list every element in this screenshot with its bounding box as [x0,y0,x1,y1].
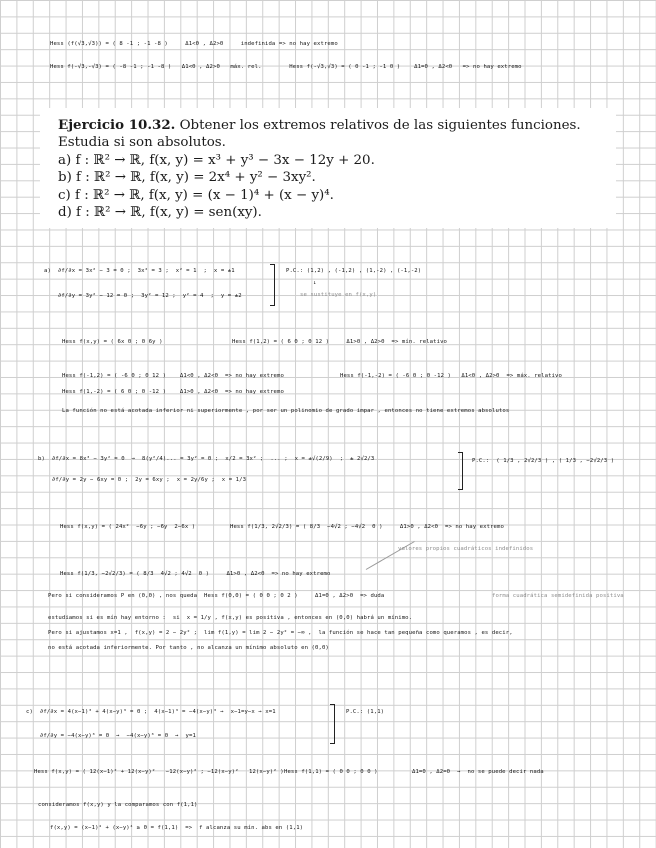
part-b-hessian-point-2: Hess f(1/3, −2√2/3) = ( 8/3 4√2 ; 4√2 0 ) Δ1>0 , Δ2<0 => no hay extremo [60,571,331,577]
part-b-partial-y: ∂f/∂y = 2y − 6xy = 0 ; 2y = 6xy ; x = 2y/6y ; x = 1/3 [38,477,247,483]
part-b-origin-check: Pero si consideramos P en (0,0) , nos queda Hess f(0,0) = ( 0 0 ; 0 2 ) Δ1=0 , Δ2>0 => duda [48,593,385,599]
part-c-hessian-1-1: Hess f(1,1) = ( 0 0 ; 0 0 ) [284,769,378,775]
part-b-semidefinite-note: forma cuadrática semidefinida positiva [492,593,624,599]
part-a-arrow: ↓ [313,280,317,286]
part-c-hessian-result: Δ1=0 , Δ2=0 → no se puede decir nada [412,769,544,775]
exercise-title: Ejercicio 10.32. [58,117,176,133]
part-a-hessian-minus1-minus2: Hess f(-1,-2) = ( -6 0 ; 0 -12 ) Δ1<0 , Δ2>0 => máx. relativo [340,373,562,379]
part-a-substitute-note: se sustituye en f(x,y) [300,292,377,298]
part-c-partial-x: c) ∂f/∂x = 4(x−1)³ + 4(x−y)³ = 0 ; 4(x−1)³ = −4(x−y)³ → x−1=y−x → x=1 [26,709,276,715]
note-hessian-minus-sqrt3: Hess f(-√3,-√3) = ( -8 -1 ; -1 -8 ) Δ1<0 , Δ2>0 máx. rel. Hess f(-√3,√3) = ( 0 -1 ; -1 0 ) Δ1=0 , Δ2<0 => no hay extremo [50,64,522,70]
note-hessian-sqrt3: Hess (f(√3,√3)) = ( 8 -1 ; -1 -8 ) Δ1<0 , Δ2>0 indefinida => no hay extremo [50,41,338,47]
part-c-final-conclusion: f(x,y) = (x−1)⁴ + (x−y)⁴ ≥ 0 = f(1,1) => f alcanza su mín. abs en (1,1) [50,825,304,831]
part-a-conclusion: La función no está acotada inferior ni superiormente , por ser un polinomio de grado impar , entonces no tiene extremos absolutos [62,408,510,414]
part-a-partial-y: ∂f/∂y = 3y² − 12 = 0 ; 3y² = 12 ; y² = 4 ; y = ±2 [44,293,242,299]
part-c-critical-points: P.C.: (1,1) [346,709,385,715]
part-c-hessian-general: Hess f(x,y) = ( 12(x−1)² + 12(x−y)² −12(x−y)² ; −12(x−y)² 12(x−y)² ) [34,769,284,775]
part-b-system-bracket [458,452,463,490]
part-b-hessian-general: Hess f(x,y) = ( 24x² −6y ; −6y 2−6x ) [60,524,196,530]
part-b-hessian-point-1: Hess f(1/3, 2√2/3) = ( 8/3 −4√2 ; −4√2 0 ) Δ1>0 , Δ2<0 => no hay extremo [230,524,504,530]
part-b-study-line-3: no está acotada inferiormente. Por tanto , no alcanza un mínimo absoluto en (0,0) [48,645,329,651]
part-b-study-line-2: Pero si ajustamos x=1 , f(x,y) = 2 − 2y² ; lim f(1,y) = lim 2 − 2y² = −∞ , la función se hace tan pequeña como queramos , es decir, [48,630,513,636]
part-b-quadratic-note: valores propios cuadráticos indefinidos [398,546,534,552]
exercise-item-a: a) f : ℝ² → ℝ, f(x, y) = x³ + y³ − 3x − 12y + 20. [58,152,375,168]
part-b-critical-points: P.C.: ( 1/3 , 2√2/3 ) , ( 1/3 , −2√2/3 ) [472,458,615,464]
exercise-text: Obtener los extremos relativos de las siguientes funciones. Estudia si son absolutos. [58,118,581,151]
part-a-hessian-minus1-2: Hess f(-1,2) = ( -6 0 ; 0 12 ) Δ1<0 , Δ2<0 => no hay extremo [62,373,284,379]
exercise-statement [58,117,624,221]
exercise-item-d: d) f : ℝ² → ℝ, f(x, y) = sen(xy). [58,205,262,221]
part-b-study-line-1: estudiamos si es mín hay entorno : si x = 1/y , f(x,y) es positiva , entonces en (0,0) habrá un mínimo. [48,615,413,621]
part-a-partial-x: a) ∂f/∂x = 3x² − 3 = 0 ; 3x² = 3 ; x² = 1 ; x = ±1 [44,268,235,274]
part-b-partial-x: b) ∂f/∂x = 8x³ − 3y² = 0 → 8(y²/4)... = 3y² = 0 ; x/2 = 3x² ; ... ; x = ±√(2/9) ; ± 2√2/3 [38,456,375,462]
part-a-system-bracket [270,264,275,306]
exercise-item-c: c) f : ℝ² → ℝ, f(x, y) = (x − 1)⁴ + (x − y)⁴. [58,187,334,203]
part-c-system-bracket [330,704,335,744]
part-c-partial-y: ∂f/∂y = −4(x−y)³ = 0 → −4(x−y)³ = 0 → y=1 [26,733,196,739]
part-a-hessian-1-minus2: Hess f(1,-2) = ( 6 0 ; 0 -12 ) Δ1>0 , Δ2<0 => no hay extremo [62,389,284,395]
part-a-critical-points: P.C.: (1,2) , (-1,2) , (1,-2) , (-1,-2) [286,268,422,274]
part-c-comparison: consideramos f(x,y) y la comparamos con f(1,1) [38,802,198,808]
part-a-hessian-general: Hess f(x,y) = ( 6x 0 ; 0 6y ) [62,339,163,345]
part-a-hessian-1-2: Hess f(1,2) = ( 6 0 ; 0 12 ) Δ1>0 , Δ2>0 => mín. relativo [232,339,447,345]
exercise-item-b: b) f : ℝ² → ℝ, f(x, y) = 2x⁴ + y² − 3xy². [58,170,316,186]
